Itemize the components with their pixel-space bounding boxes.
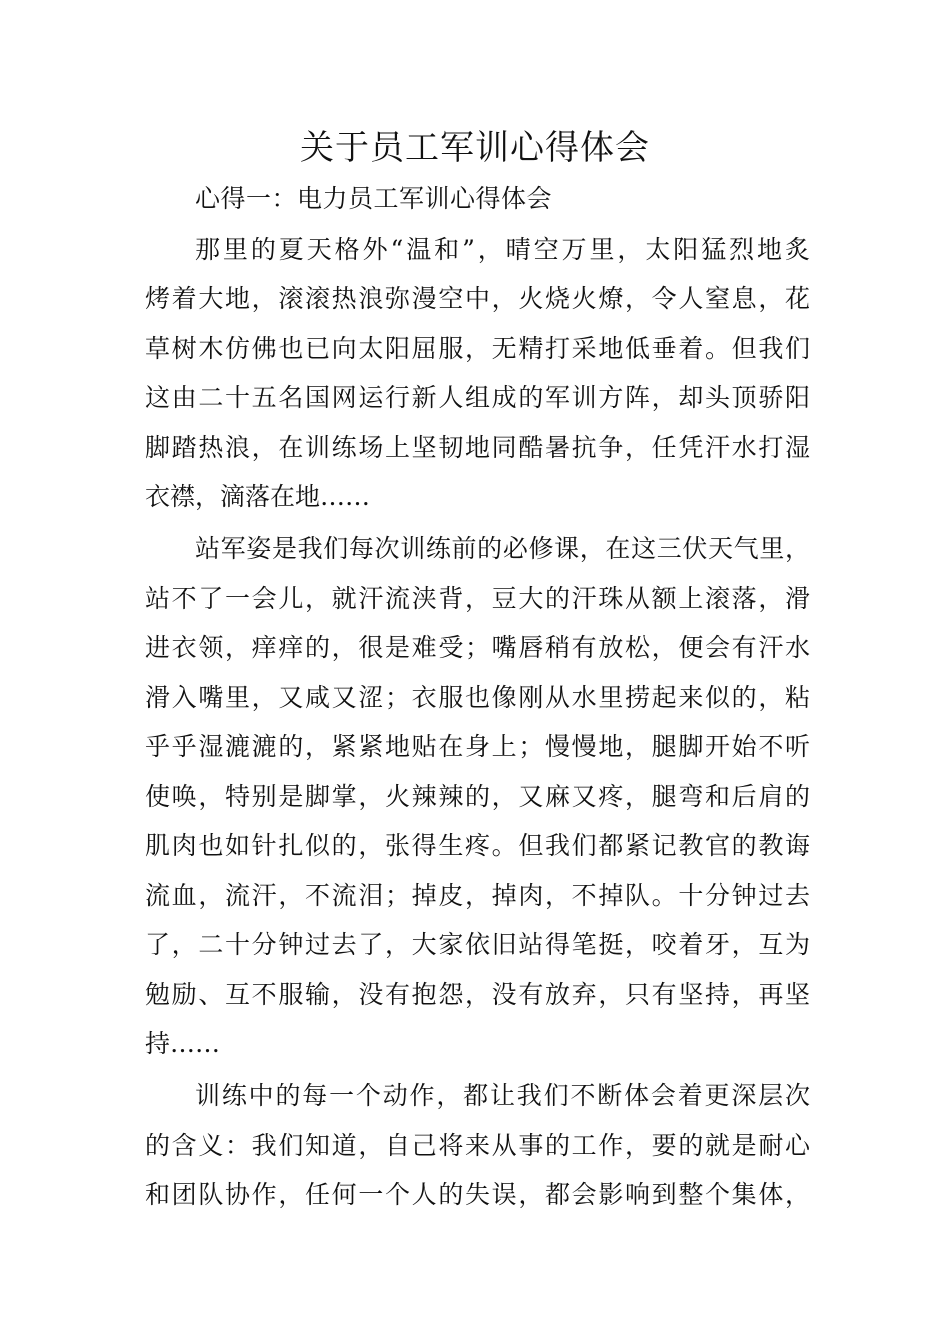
paragraph-3-line-1: 训练中的每一个动作，都让我们不断体会着更深层次 [195, 1081, 810, 1110]
paragraph-1-line-1: 那里的夏天格外“温和”，晴空万里，太阳猛烈地炙 [195, 235, 810, 264]
paragraph-2-line-7: 肌肉也如针扎似的，张得生疼。但我们都紧记教官的教诲 [145, 831, 810, 860]
document-subtitle: 心得一：电力员工军训心得体会 [195, 184, 553, 213]
paragraph-1-line-6: 衣襟，滴落在地…… [145, 482, 371, 511]
paragraph-2-line-6: 使唤，特别是脚掌，火辣辣的，又麻又疼，腿弯和后肩的 [145, 782, 810, 811]
paragraph-1-line-4: 这由二十五名国网运行新人组成的军训方阵，却头顶骄阳 [145, 383, 810, 412]
paragraph-2-line-11: 持…… [145, 1029, 221, 1058]
paragraph-2-line-4: 滑入嘴里，又咸又涩；衣服也像刚从水里捞起来似的，粘 [145, 683, 810, 712]
paragraph-2-line-9: 了，二十分钟过去了，大家依旧站得笔挺，咬着牙，互为 [145, 930, 810, 959]
paragraph-1-line-2: 烤着大地，滚滚热浪弥漫空中，火烧火燎，令人窒息，花 [145, 284, 810, 313]
paragraph-2-line-5: 乎乎湿漉漉的，紧紧地贴在身上；慢慢地，腿脚开始不听 [145, 732, 810, 761]
document-title: 关于员工军训心得体会 [300, 128, 650, 168]
paragraph-2-line-10: 勉励、互不服输，没有抱怨，没有放弃，只有坚持，再坚 [145, 980, 810, 1009]
paragraph-2-line-2: 站不了一会儿，就汗流浃背，豆大的汗珠从额上滚落，滑 [145, 584, 810, 613]
paragraph-3-line-3: 和团队协作，任何一个人的失误，都会影响到整个集体， [145, 1180, 810, 1209]
paragraph-2-line-8: 流血，流汗，不流泪；掉皮，掉肉，不掉队。十分钟过去 [145, 881, 810, 910]
paragraph-1-line-5: 脚踏热浪，在训练场上坚韧地同酷暑抗争，任凭汗水打湿 [145, 433, 810, 462]
paragraph-1-line-3: 草树木仿佛也已向太阳屈服，无精打采地低垂着。但我们 [145, 334, 810, 363]
paragraph-2-line-3: 进衣领，痒痒的，很是难受；嘴唇稍有放松，便会有汗水 [145, 633, 810, 662]
paragraph-2-line-1: 站军姿是我们每次训练前的必修课，在这三伏天气里， [195, 534, 810, 563]
paragraph-3-line-2: 的含义：我们知道，自己将来从事的工作，要的就是耐心 [145, 1131, 810, 1160]
